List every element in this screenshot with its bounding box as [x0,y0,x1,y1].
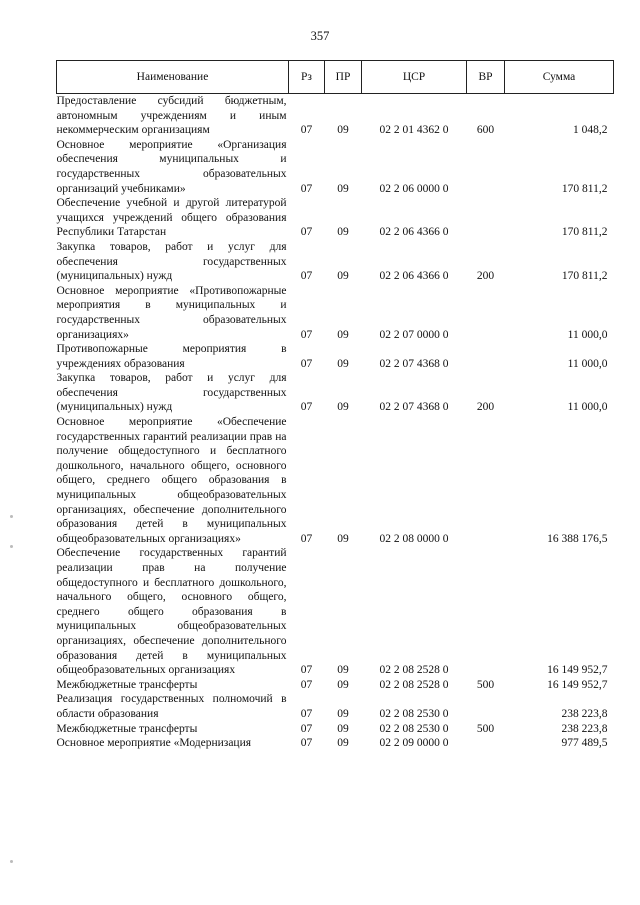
cell-csr: 02 2 07 0000 0 [379,328,449,341]
header-pr: ПР [325,61,362,94]
table-row [57,196,614,240]
page-number: 357 [310,29,330,43]
cell-vr: 200 [476,270,495,283]
scan-mark [10,860,13,863]
cell-sum: 1 048,2 [573,124,608,137]
cell-csr: 02 2 08 2528 0 [379,664,449,677]
table-row [57,371,614,415]
scan-mark [10,545,13,548]
cell-vr: 500 [476,722,495,735]
cell-name: Основное мероприятие «Организация обеспечения муниципальных и государственных образовательных организаций учебниками» [56,138,287,195]
cell-csr: 02 2 07 4368 0 [379,357,449,370]
table-row [57,678,614,693]
cell-vr [467,138,505,196]
cell-sum: 11 000,0 [567,401,608,414]
cell-rz: 07 [300,401,313,414]
cell-name: Закупка товаров, работ и услуг для обеспечения государственных (муниципальных) нужд [56,240,287,283]
budget-table [56,60,614,751]
cell-rz: 07 [300,270,313,283]
cell-sum: 977 489,5 [561,737,608,750]
cell-sum: 11 000,0 [567,357,608,370]
cell-pr: 09 [337,737,349,750]
cell-csr: 02 2 07 4368 0 [379,401,449,414]
cell-vr [467,415,505,546]
header-vr: ВР [467,61,505,94]
cell-pr: 09 [337,270,349,283]
cell-pr: 09 [337,328,349,341]
header-name: Наименование [57,61,289,94]
cell-vr [467,342,505,371]
cell-name: Реализация государственных полномочий в области образования [56,693,287,720]
cell-csr: 02 2 06 4366 0 [379,226,449,239]
cell-sum: 170 811,2 [561,182,608,195]
cell-rz: 07 [300,678,313,691]
cell-vr: 500 [476,678,495,691]
cell-pr: 09 [337,678,349,691]
table-row [57,240,614,284]
cell-name: Межбюджетные трансферты [56,722,198,735]
cell-pr: 09 [337,182,349,195]
cell-pr: 09 [337,722,349,735]
cell-name: Основное мероприятие «Противопожарные мероприятия в муниципальных и государственных образовательных организациях» [56,284,287,341]
cell-pr: 09 [337,226,349,239]
cell-name: Межбюджетные трансферты [56,678,198,691]
table-row [57,138,614,196]
cell-pr: 09 [337,357,349,370]
cell-vr [467,196,505,240]
cell-sum: 16 149 952,7 [547,678,608,691]
cell-rz: 07 [300,532,313,545]
table-header-row [57,61,614,94]
cell-csr: 02 2 08 2528 0 [379,678,449,691]
table-row [57,736,614,751]
cell-rz: 07 [300,664,313,677]
table-row [57,94,614,138]
cell-csr: 02 2 08 2530 0 [379,722,449,735]
cell-vr [467,284,505,342]
cell-pr: 09 [337,707,349,720]
cell-sum: 238 223,8 [561,707,608,720]
cell-rz: 07 [300,357,313,370]
cell-sum: 170 811,2 [561,270,608,283]
cell-name: Обеспечение государственных гарантий реализации прав на получение общедоступного и бесплатного дошкольного, начального общего, основного общего, среднего общего образования в муниципальных общеобразовательных организациях, обеспечение дополнительного образования детей в муниципальных общеобразовательных организациях [56,547,287,677]
cell-rz: 07 [300,226,313,239]
table-row [57,284,614,342]
cell-pr: 09 [337,124,349,137]
cell-rz: 07 [300,707,313,720]
cell-name: Противопожарные мероприятия в учреждениях образования [56,343,287,370]
cell-sum: 16 149 952,7 [547,664,608,677]
table-row [57,722,614,737]
cell-rz: 07 [300,182,313,195]
cell-rz: 07 [300,722,313,735]
cell-csr: 02 2 06 0000 0 [379,182,449,195]
cell-name: Обеспечение учебной и другой литературой учащихся учреждений общего образования Республики Татарстан [56,197,287,239]
cell-csr: 02 2 08 0000 0 [379,532,449,545]
cell-name: Предоставление субсидий бюджетным, автономным учреждениям и иным некоммерческим организациям [56,95,287,137]
header-csr: ЦСР [362,61,467,94]
table-row [57,546,614,677]
cell-vr [467,692,505,721]
cell-name: Основное мероприятие «Модернизация [56,737,252,750]
cell-csr: 02 2 01 4362 0 [379,124,449,137]
header-sum: Сумма [505,61,614,94]
table-row [57,415,614,546]
cell-vr: 600 [476,124,495,137]
cell-sum: 170 811,2 [561,226,608,239]
table-body [57,94,614,751]
header-rz: Рз [289,61,325,94]
cell-pr: 09 [337,664,349,677]
table-row [57,692,614,721]
cell-vr [467,546,505,677]
cell-pr: 09 [337,532,349,545]
cell-rz: 07 [300,328,313,341]
cell-rz: 07 [300,737,313,750]
scan-mark [10,515,13,518]
cell-sum: 238 223,8 [561,722,608,735]
cell-csr: 02 2 08 2530 0 [379,707,449,720]
cell-vr: 200 [476,401,495,414]
cell-sum: 16 388 176,5 [547,532,608,545]
cell-rz: 07 [300,124,313,137]
cell-vr [467,736,505,751]
cell-name: Основное мероприятие «Обеспечение государственных гарантий реализации прав на получение общедоступного и бесплатного дошкольного, начального общего, основного общего, среднего общего образования в муниципальных общеобразовательных организациях, обеспечение дополнительного образования детей в муниципальных общеобразовательных организациях» [56,416,287,545]
cell-pr: 09 [337,401,349,414]
table-row [57,342,614,371]
cell-csr: 02 2 09 0000 0 [379,737,449,750]
cell-csr: 02 2 06 4366 0 [379,270,449,283]
cell-name: Закупка товаров, работ и услуг для обеспечения государственных (муниципальных) нужд [56,372,287,414]
cell-sum: 11 000,0 [567,328,608,341]
